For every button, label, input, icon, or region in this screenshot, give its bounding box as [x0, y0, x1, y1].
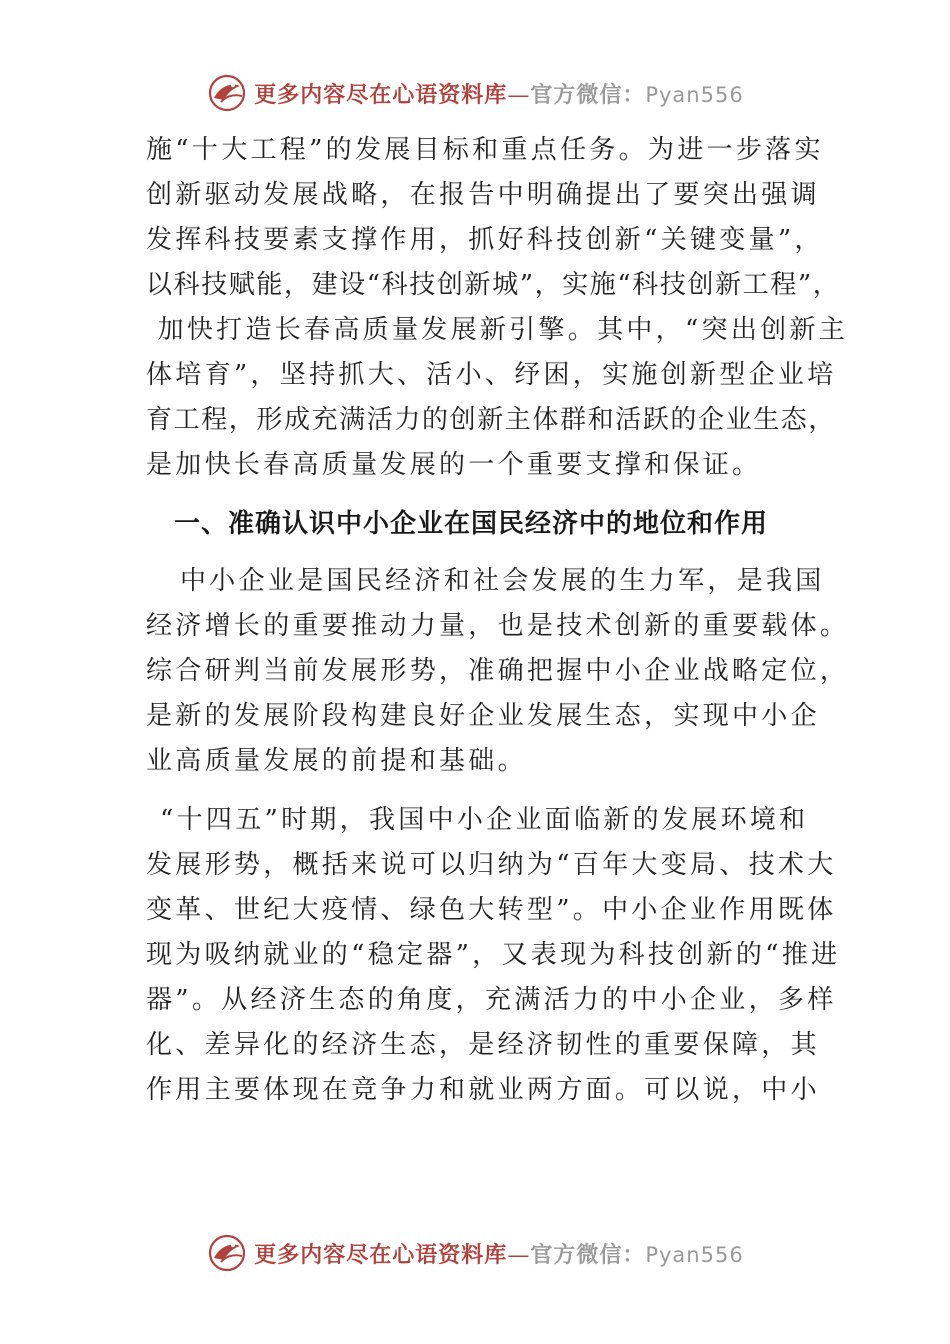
text-line: 以科技赋能，建设“科技创新城”，实施“科技创新工程”， — [146, 270, 841, 300]
text-line: 是新的发展阶段构建良好企业发展生态，实现中小企 — [146, 701, 820, 731]
text-line: 体培育”，坚持抓大、活小、纾困，实施创新型企业培 — [146, 360, 837, 390]
text-line: 现为吸纳就业的“稳定器”，又表现为科技创新的“推进 — [146, 940, 841, 970]
text-line: 发展形势，概括来说可以归纳为“百年大变局、技术大 — [146, 850, 837, 880]
text-line: 器”。从经济生态的角度，充满活力的中小企业，多样 — [146, 985, 837, 1015]
paragraph-1 — [146, 128, 849, 488]
document-body — [146, 128, 850, 1113]
text-line: 化、差异化的经济生态，是经济韧性的重要保障，其 — [146, 1030, 820, 1060]
text-line: 施“十大工程”的发展目标和重点任务。为进一步落实 — [146, 135, 824, 165]
paragraph-2 — [146, 559, 850, 784]
text-line: 育工程，形成充满活力的创新主体群和活跃的企业生态， — [146, 405, 837, 435]
text-line: 是加快长春高质量发展的一个重要支撑和保证。 — [146, 450, 762, 480]
text-line: “十四五”时期，我国中小企业面临新的发展环境和 — [160, 805, 809, 835]
banner-account: Pyan556 — [645, 82, 744, 107]
paragraph-3 — [146, 798, 841, 1113]
banner-title: 更多内容尽在心语资料库 — [254, 81, 508, 108]
text-line: 创新驱动发展战略，在报告中明确提出了要突出强调 — [146, 180, 820, 210]
text-line: 加快打造长春高质量发展新引擎。其中，“突出创新主 — [146, 315, 849, 345]
text-line: 业高质量发展的前提和基础。 — [146, 746, 527, 776]
banner-title: 更多内容尽在心语资料库 — [254, 1241, 508, 1268]
section-heading: 一、准确认识中小企业在国民经济中的地位和作用 — [174, 509, 769, 539]
footer-banner — [0, 1228, 950, 1278]
text-line: 综合研判当前发展形势，准确把握中小企业战略定位， — [146, 656, 850, 686]
banner-separator: — — [507, 1242, 531, 1268]
text-line: 发挥科技要素支撑作用，抓好科技创新“关键变量”， — [146, 225, 824, 255]
logo-icon — [206, 1232, 248, 1274]
header-banner — [0, 68, 950, 118]
logo-icon — [206, 72, 248, 114]
banner-wechat-label: 官方微信： — [530, 1241, 646, 1268]
text-line: 经济增长的重要推动力量，也是技术创新的重要载体。 — [146, 611, 850, 641]
text-line: 变革、世纪大疫情、绿色大转型”。中小企业作用既体 — [146, 895, 837, 925]
banner-wechat-label: 官方微信： — [530, 81, 646, 108]
text-line: 作用主要体现在竞争力和就业两方面。可以说，中小 — [146, 1075, 820, 1105]
banner-account: Pyan556 — [645, 1242, 744, 1267]
banner-separator: — — [507, 82, 531, 108]
text-line: 中小企业是国民经济和社会发展的生力军，是我国 — [180, 566, 825, 596]
